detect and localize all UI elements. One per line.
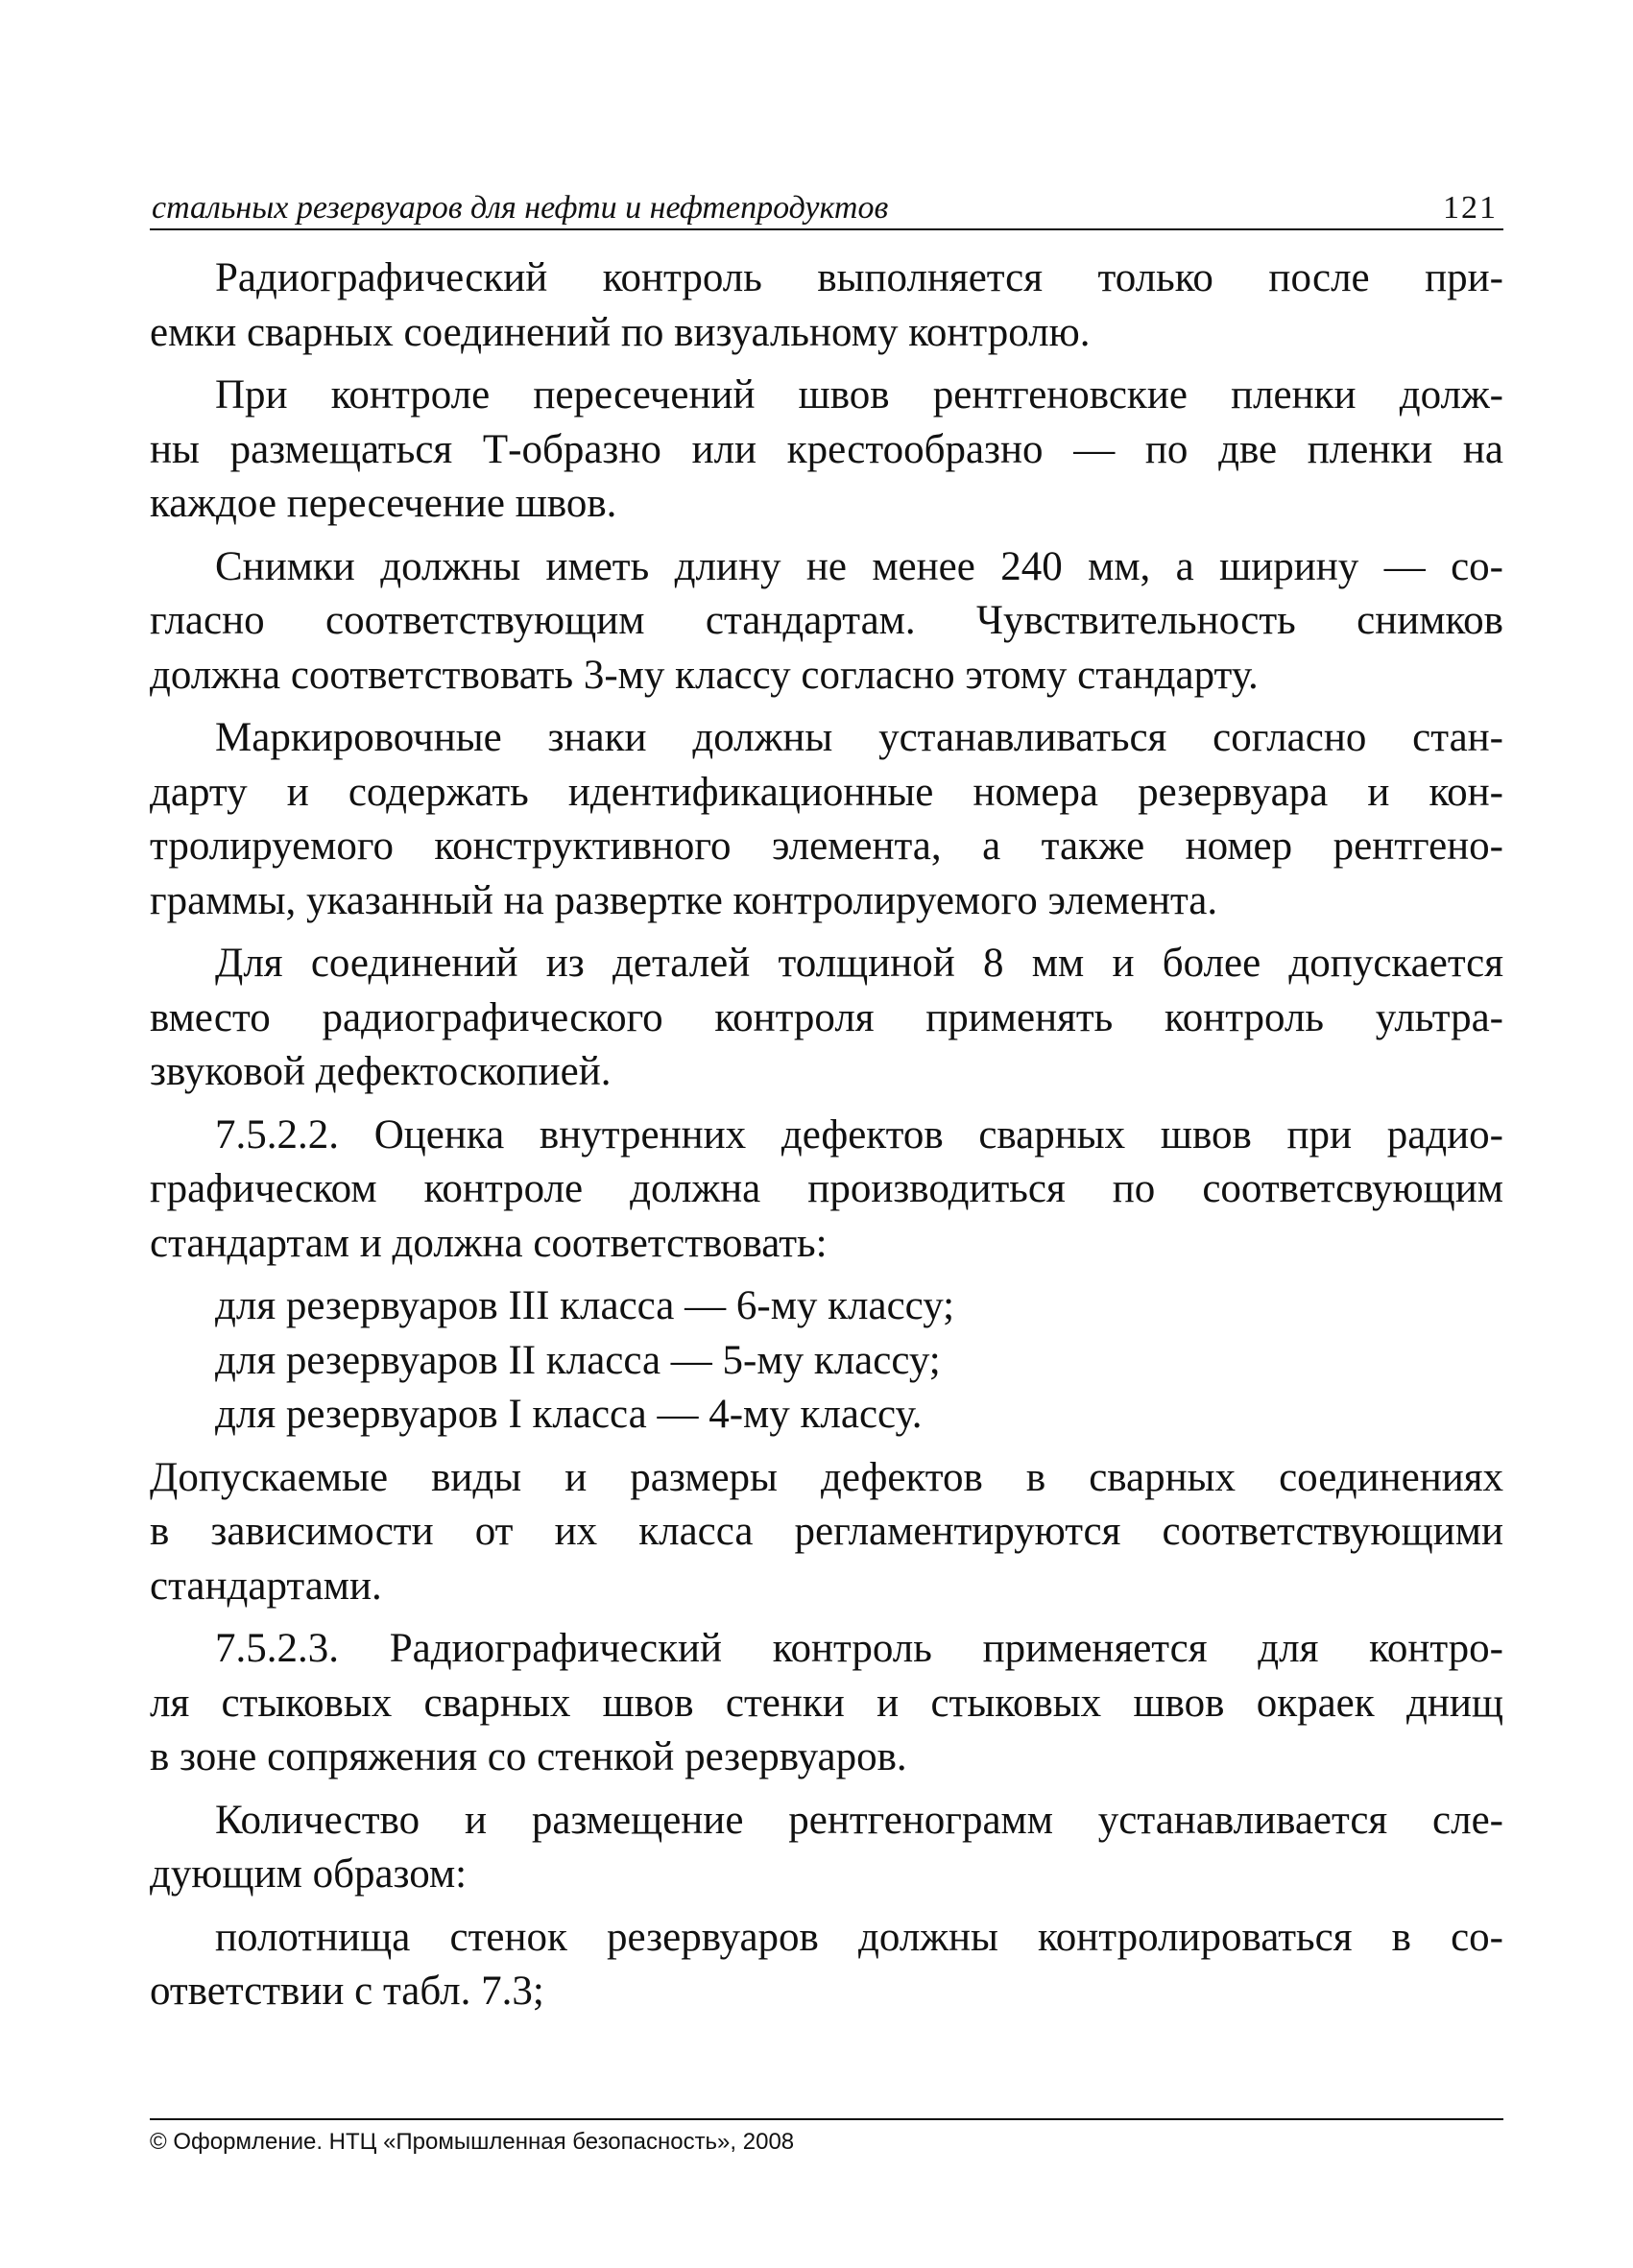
text-line: полотнища стенок резервуаров должны контролироваться в со-: [215, 1914, 1503, 1960]
text-line: Радиографический контроль выполняется только после при-: [215, 255, 1503, 300]
text-line: графическом контроле должна производиться по соответсвующим: [150, 1166, 1503, 1211]
text-line: При контроле пересечений швов рентгеновские пленки долж-: [215, 372, 1503, 418]
text-line: каждое пересечение швов.: [150, 481, 617, 526]
text-line: вместо радиографического контроля применять контроль ультра-: [150, 994, 1503, 1040]
text-line: 7.5.2.2. Оценка внутренних дефектов сварных швов при радио-: [215, 1111, 1503, 1158]
text-line: в зависимости от их класса регламентируются соответствующими: [150, 1509, 1503, 1554]
text-line: гласно соответствующим стандартам. Чувствительность снимков: [150, 598, 1503, 643]
text-line: Снимки должны иметь длину не менее 240 мм, а ширину — со-: [215, 543, 1503, 589]
text-line: тролируемого конструктивного элемента, а также номер рентгено-: [150, 824, 1503, 869]
text-line: Допускаемые виды и размеры дефектов в сварных соединениях: [150, 1454, 1503, 1500]
page-number: 121: [1443, 190, 1498, 226]
text-line: 7.5.2.3. Радиографический контроль применяется для контро-: [215, 1626, 1503, 1671]
running-header: [150, 184, 1503, 230]
text-line: дарту и содержать идентификационные номера резервуара и кон-: [150, 769, 1503, 815]
list-item: для резервуаров II класса — 5-му классу;: [215, 1337, 941, 1383]
text-line: стандартами.: [150, 1563, 382, 1609]
text-line: граммы, указанный на развертке контролируемого элемента.: [150, 877, 1218, 923]
text-line: ны размещаться Т-образно или крестообразно — по две пленки на: [150, 426, 1503, 472]
footer-divider: [150, 2118, 1503, 2120]
list-item: для резервуаров I класса — 4-му классу.: [215, 1392, 923, 1437]
text-line: должна соответствовать 3-му классу согласно этому стандарту.: [150, 652, 1259, 698]
text-line: ответствии с табл. 7.3;: [150, 1969, 544, 2014]
text-line: Количество и размещение рентгенограмм устанавливается сле-: [215, 1797, 1503, 1843]
running-title: стальных резервуаров для нефти и нефтепродуктов: [152, 190, 889, 226]
list-item: для резервуаров III класса — 6-му классу;: [215, 1283, 955, 1328]
body-text: [150, 251, 1503, 2019]
text-line: Маркировочные знаки должны устанавливаться согласно стан-: [215, 715, 1503, 760]
text-line: Для соединений из деталей толщиной 8 мм и более допускается: [215, 941, 1503, 986]
text-line: емки сварных соединений по визуальному контролю.: [150, 309, 1091, 355]
text-line: ля стыковых сварных швов стенки и стыковых швов окраек днищ: [150, 1680, 1503, 1726]
text-line: в зоне сопряжения со стенкой резервуаров.: [150, 1734, 907, 1779]
text-line: звуковой дефектоскопией.: [150, 1049, 612, 1094]
footer-copyright: © Оформление. НТЦ «Промышленная безопасность», 2008: [150, 2129, 795, 2155]
text-line: стандартам и должна соответствовать:: [150, 1220, 828, 1266]
text-line: дующим образом:: [150, 1851, 468, 1897]
